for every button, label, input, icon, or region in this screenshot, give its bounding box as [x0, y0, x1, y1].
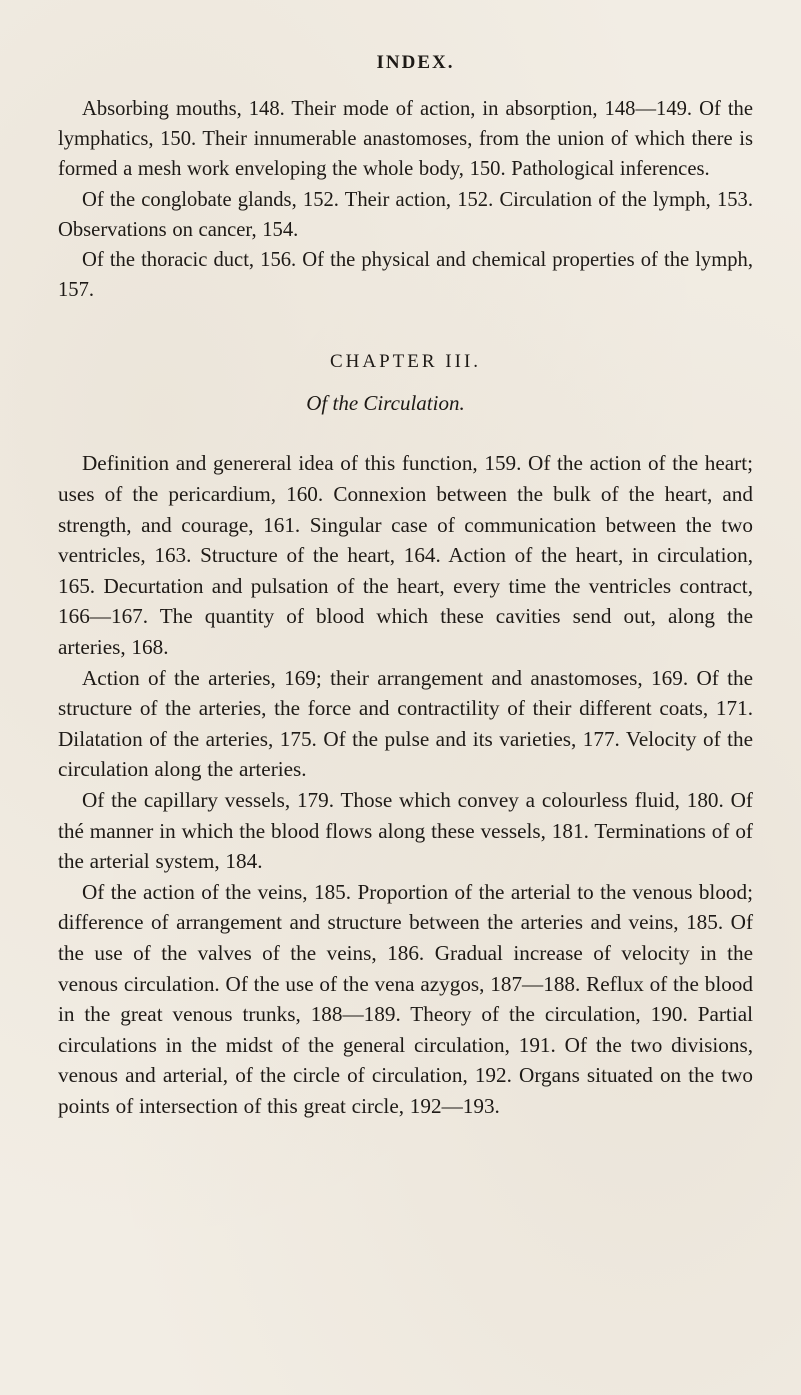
- paragraph-conglobate-glands: Of the conglobate glands, 152. Their action, 152. Circulation of the lymph, 153. Observations on cancer, 154.: [58, 188, 753, 241]
- paragraph-absorbing-mouths: Absorbing mouths, 148. Their mode of action, in absorption, 148—149. Of the lymphatics, 150. Their innumerable anastomoses, from the union of which there is formed a mesh work enveloping the whole body, 150. Pathological inferences.: [58, 98, 753, 181]
- paragraph-capillaries: Of the capillary vessels, 179. Those which convey a colourless fluid, 180. Of thé manner in which the blood flows along these vessels, 181. Terminations of of the arterial system, 184.: [58, 787, 753, 874]
- section-circulation: [58, 448, 753, 1121]
- paragraph-definition: Definition and genereral idea of this function, 159. Of the action of the heart; uses of the pericardium, 160. Connexion between the bulk of the heart, and strength, and courage, 161. Singular case of communication between the two ventricles, 163. Structure of the heart, 164. Action of the heart, in circulation, 165. Decurtation and pulsation of the heart, every time the ventricles contract, 166—167. The quantity of blood which these cavities send out, along the arteries, 168.: [58, 451, 753, 659]
- paragraph-veins: Of the action of the veins, 185. Proportion of the arterial to the venous blood; difference of arrangement and structure between the arteries and veins, 185. Of the use of the valves of the veins, 186. Gradual increase of velocity in the venous circulation. Of the use of the vena azygos, 187—188. Reflux of the blood in the great venous trunks, 188—189. Theory of the circulation, 190. Partial circulations in the midst of the general circulation, 191. Of the two divisions, venous and arterial, of the circle of circulation, 192. Organs situated on the two points of intersection of this great circle, 192—193.: [58, 879, 753, 1118]
- chapter-heading: CHAPTER III.: [329, 351, 482, 373]
- running-head: INDEX.: [376, 52, 455, 73]
- paragraph-arteries: Action of the arteries, 169; their arrangement and anastomoses, 169. Of the structure of the arteries, the force and contractility of their different coats, 171. Dilatation of the arteries, 175. Of the pulse and its varieties, 177. Velocity of the circulation along the arteries.: [58, 665, 753, 782]
- chapter-subtitle: Of the Circulation.: [306, 391, 465, 416]
- paragraph-thoracic-duct: Of the thoracic duct, 156. Of the physical and chemical properties of the lymph, 157.: [58, 249, 753, 302]
- section-lymphatics: [58, 94, 753, 305]
